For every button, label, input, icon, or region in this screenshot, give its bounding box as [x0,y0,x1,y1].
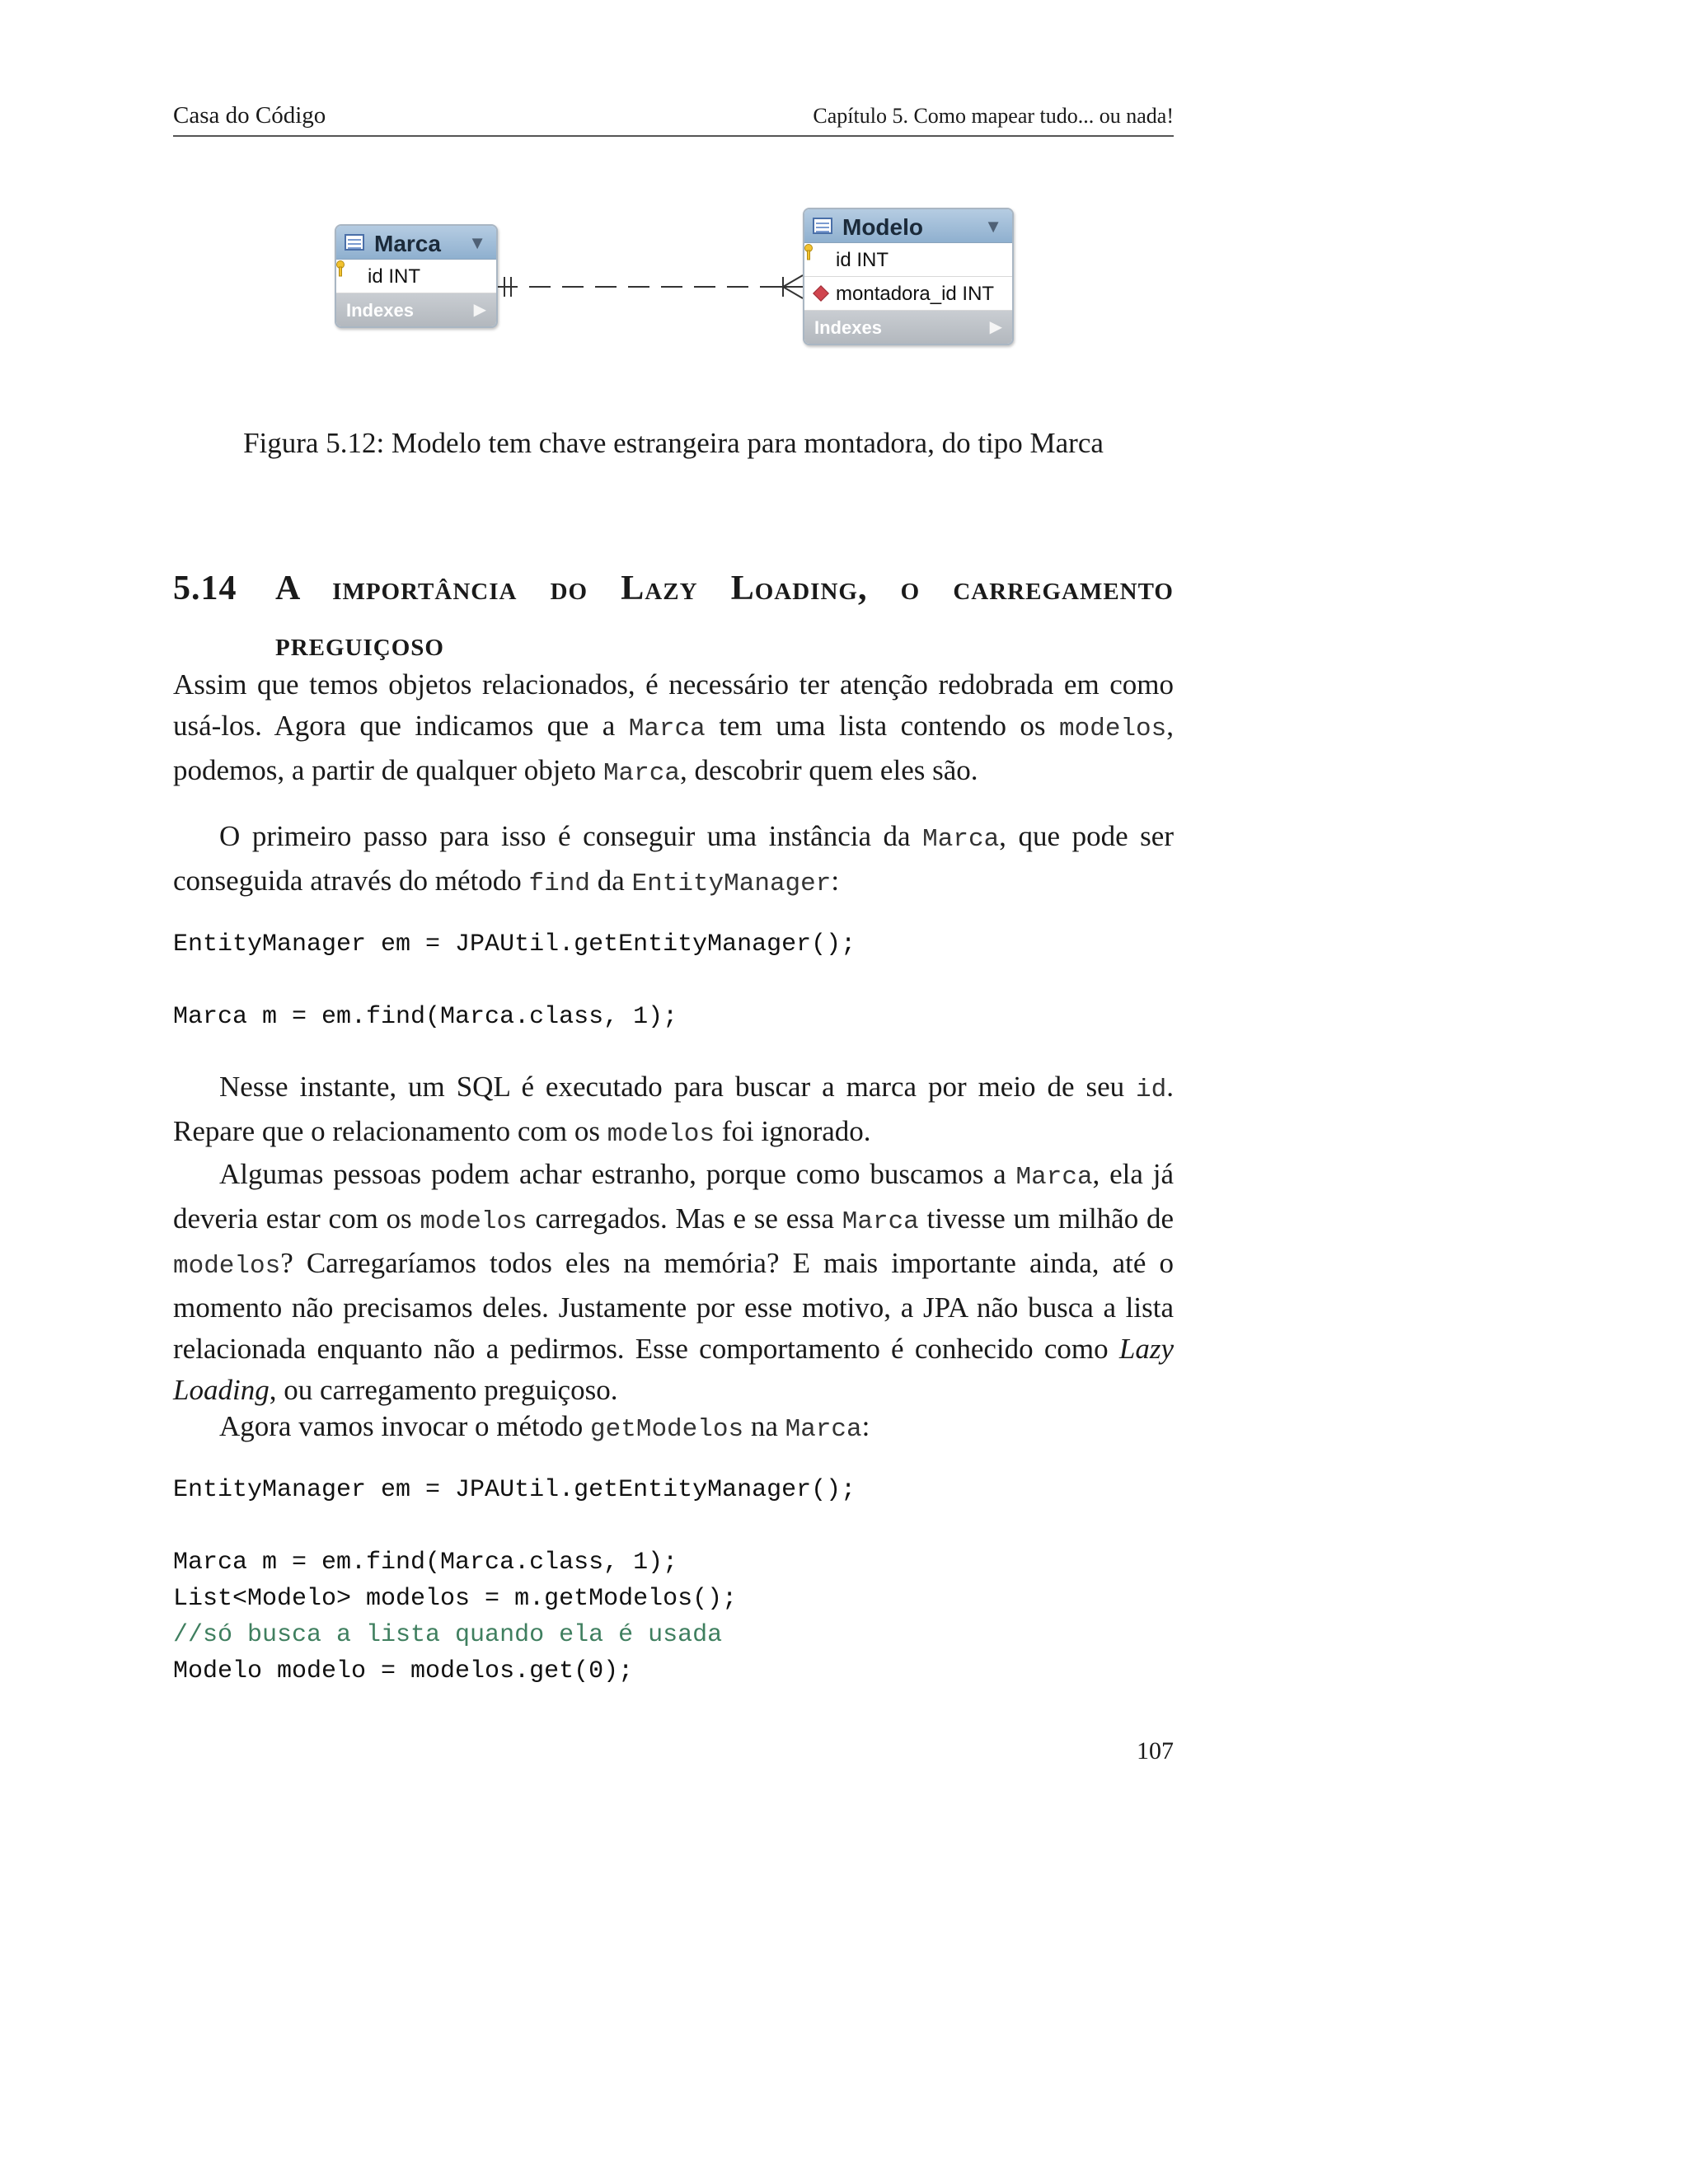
code-line: Marca m = em.find(Marca.class, 1); [173,1549,678,1577]
table-marca-column [336,260,496,293]
code-line: EntityManager em = JPAUtil.getEntityManager(); [173,1476,856,1504]
text: Assim que temos objetos relacionados, é necessário ter atenção redobrada em como usá-los. Agora que indicamos que a [173,668,1174,742]
text: foi ignorado. [714,1115,871,1147]
text: Nesse instante, um SQL é executado para buscar a marca por meio de seu [219,1071,1137,1103]
header-publisher: Casa do Código [173,102,326,129]
column-label: montadora_id INT [836,283,995,305]
paragraph-3 [173,1066,1174,1155]
inline-code: Marca [628,715,706,743]
code-line-blank [173,1508,1174,1544]
text: . Repare que o relacionamento com os [173,1071,1174,1147]
inline-code: getModelos [590,1415,744,1444]
text: carregados. Mas e se essa [527,1202,842,1235]
emphasis: Lazy Loading [173,1333,1174,1406]
table-marca [335,224,498,328]
inline-code: Marca [785,1415,862,1444]
code-comment: //só busca a lista quando ela é usada [173,1621,723,1649]
inline-code: id [1136,1076,1167,1104]
text: , descobrir quem eles são. [679,754,978,786]
expand-arrow-icon: ▶ [989,318,1002,336]
inline-code: modelos [1059,715,1167,743]
table-modelo-column [804,277,1012,311]
code-line: List<Modelo> modelos = m.getModelos(); [173,1585,738,1613]
table-icon [345,234,364,251]
inline-code: modelos [173,1252,281,1281]
code-line: EntityManager em = JPAUtil.getEntityManager(); [173,930,856,958]
column-label: id INT [836,249,889,271]
column-label: id INT [368,265,421,288]
figure-caption: Figura 5.12: Modelo tem chave estrangeira para montadora, do tipo Marca [243,427,1104,459]
caret-down-icon: ▼ [984,216,1002,237]
indexes-label: Indexes [814,317,882,338]
table-marca-indexes [336,293,496,326]
paragraph-5 [173,1406,1174,1451]
primary-key-icon [336,260,345,278]
table-modelo-name: Modelo [842,214,923,240]
inline-code: Marca [603,759,680,788]
text: , podemos, a partir de qualquer objeto [173,710,1175,786]
section-title: A importância do Lazy Loading, o carregamento preguiçoso [275,569,1174,663]
foreign-key-icon [813,285,829,302]
text: ? Carregaríamos todos eles na memória? E mais importante ainda, até o momento não precisamos deles. Justamente por esse motivo, a JPA não busca a lista relacionada enquanto não a pedirmos. Esse comportamento é conhecido como [173,1247,1174,1365]
expand-arrow-icon: ▶ [473,301,486,319]
text: , que pode ser conseguida através do método [173,820,1174,897]
table-marca-header [336,226,496,260]
table-modelo-indexes [804,311,1012,344]
code-block-2 [173,1472,1174,1690]
text: da [589,865,632,897]
table-modelo-header [804,209,1012,243]
inline-code: modelos [420,1207,528,1236]
inline-code: find [528,869,590,898]
code-line: Marca m = em.find(Marca.class, 1); [173,1003,678,1031]
inline-code: Marca [842,1207,919,1236]
running-header [173,99,1174,137]
paragraph-2 [173,816,1174,905]
inline-code: Marca [1015,1163,1093,1192]
header-chapter: Capítulo 5. Como mapear tudo... ou nada! [813,104,1174,128]
text: na [743,1410,785,1442]
er-diagram [173,206,1174,379]
code-line: Modelo modelo = modelos.get(0); [173,1657,634,1685]
paragraph-4 [173,1154,1174,1411]
relationship-connector [173,206,1174,379]
code-block-1 [173,926,1174,1035]
text: , ela já deveria estar com os [173,1158,1174,1235]
primary-key-icon [804,243,813,261]
text: : [831,865,840,897]
table-icon [813,218,832,234]
inline-code: EntityManager [631,869,832,898]
inline-code: modelos [607,1120,715,1149]
caret-down-icon: ▼ [468,232,486,253]
text: tivesse um milhão de [918,1202,1174,1235]
text: : [861,1410,870,1442]
table-marca-name: Marca [374,231,441,256]
text: tem uma lista contendo os [705,710,1060,742]
page-number: 107 [1137,1737,1174,1765]
table-modelo [803,208,1014,345]
section-number: 5.14 [173,569,237,607]
paragraph-1 [173,664,1174,794]
inline-code: Marca [922,825,1000,854]
text: O primeiro passo para isso é conseguir uma instância da [219,820,923,852]
text: , ou carregamento preguiçoso. [269,1374,618,1406]
table-modelo-column [804,243,1012,277]
text: Algumas pessoas podem achar estranho, porque como buscamos a [219,1158,1016,1190]
indexes-label: Indexes [346,300,414,321]
text: Agora vamos invocar o método [219,1410,591,1442]
code-line-blank [173,963,1174,999]
